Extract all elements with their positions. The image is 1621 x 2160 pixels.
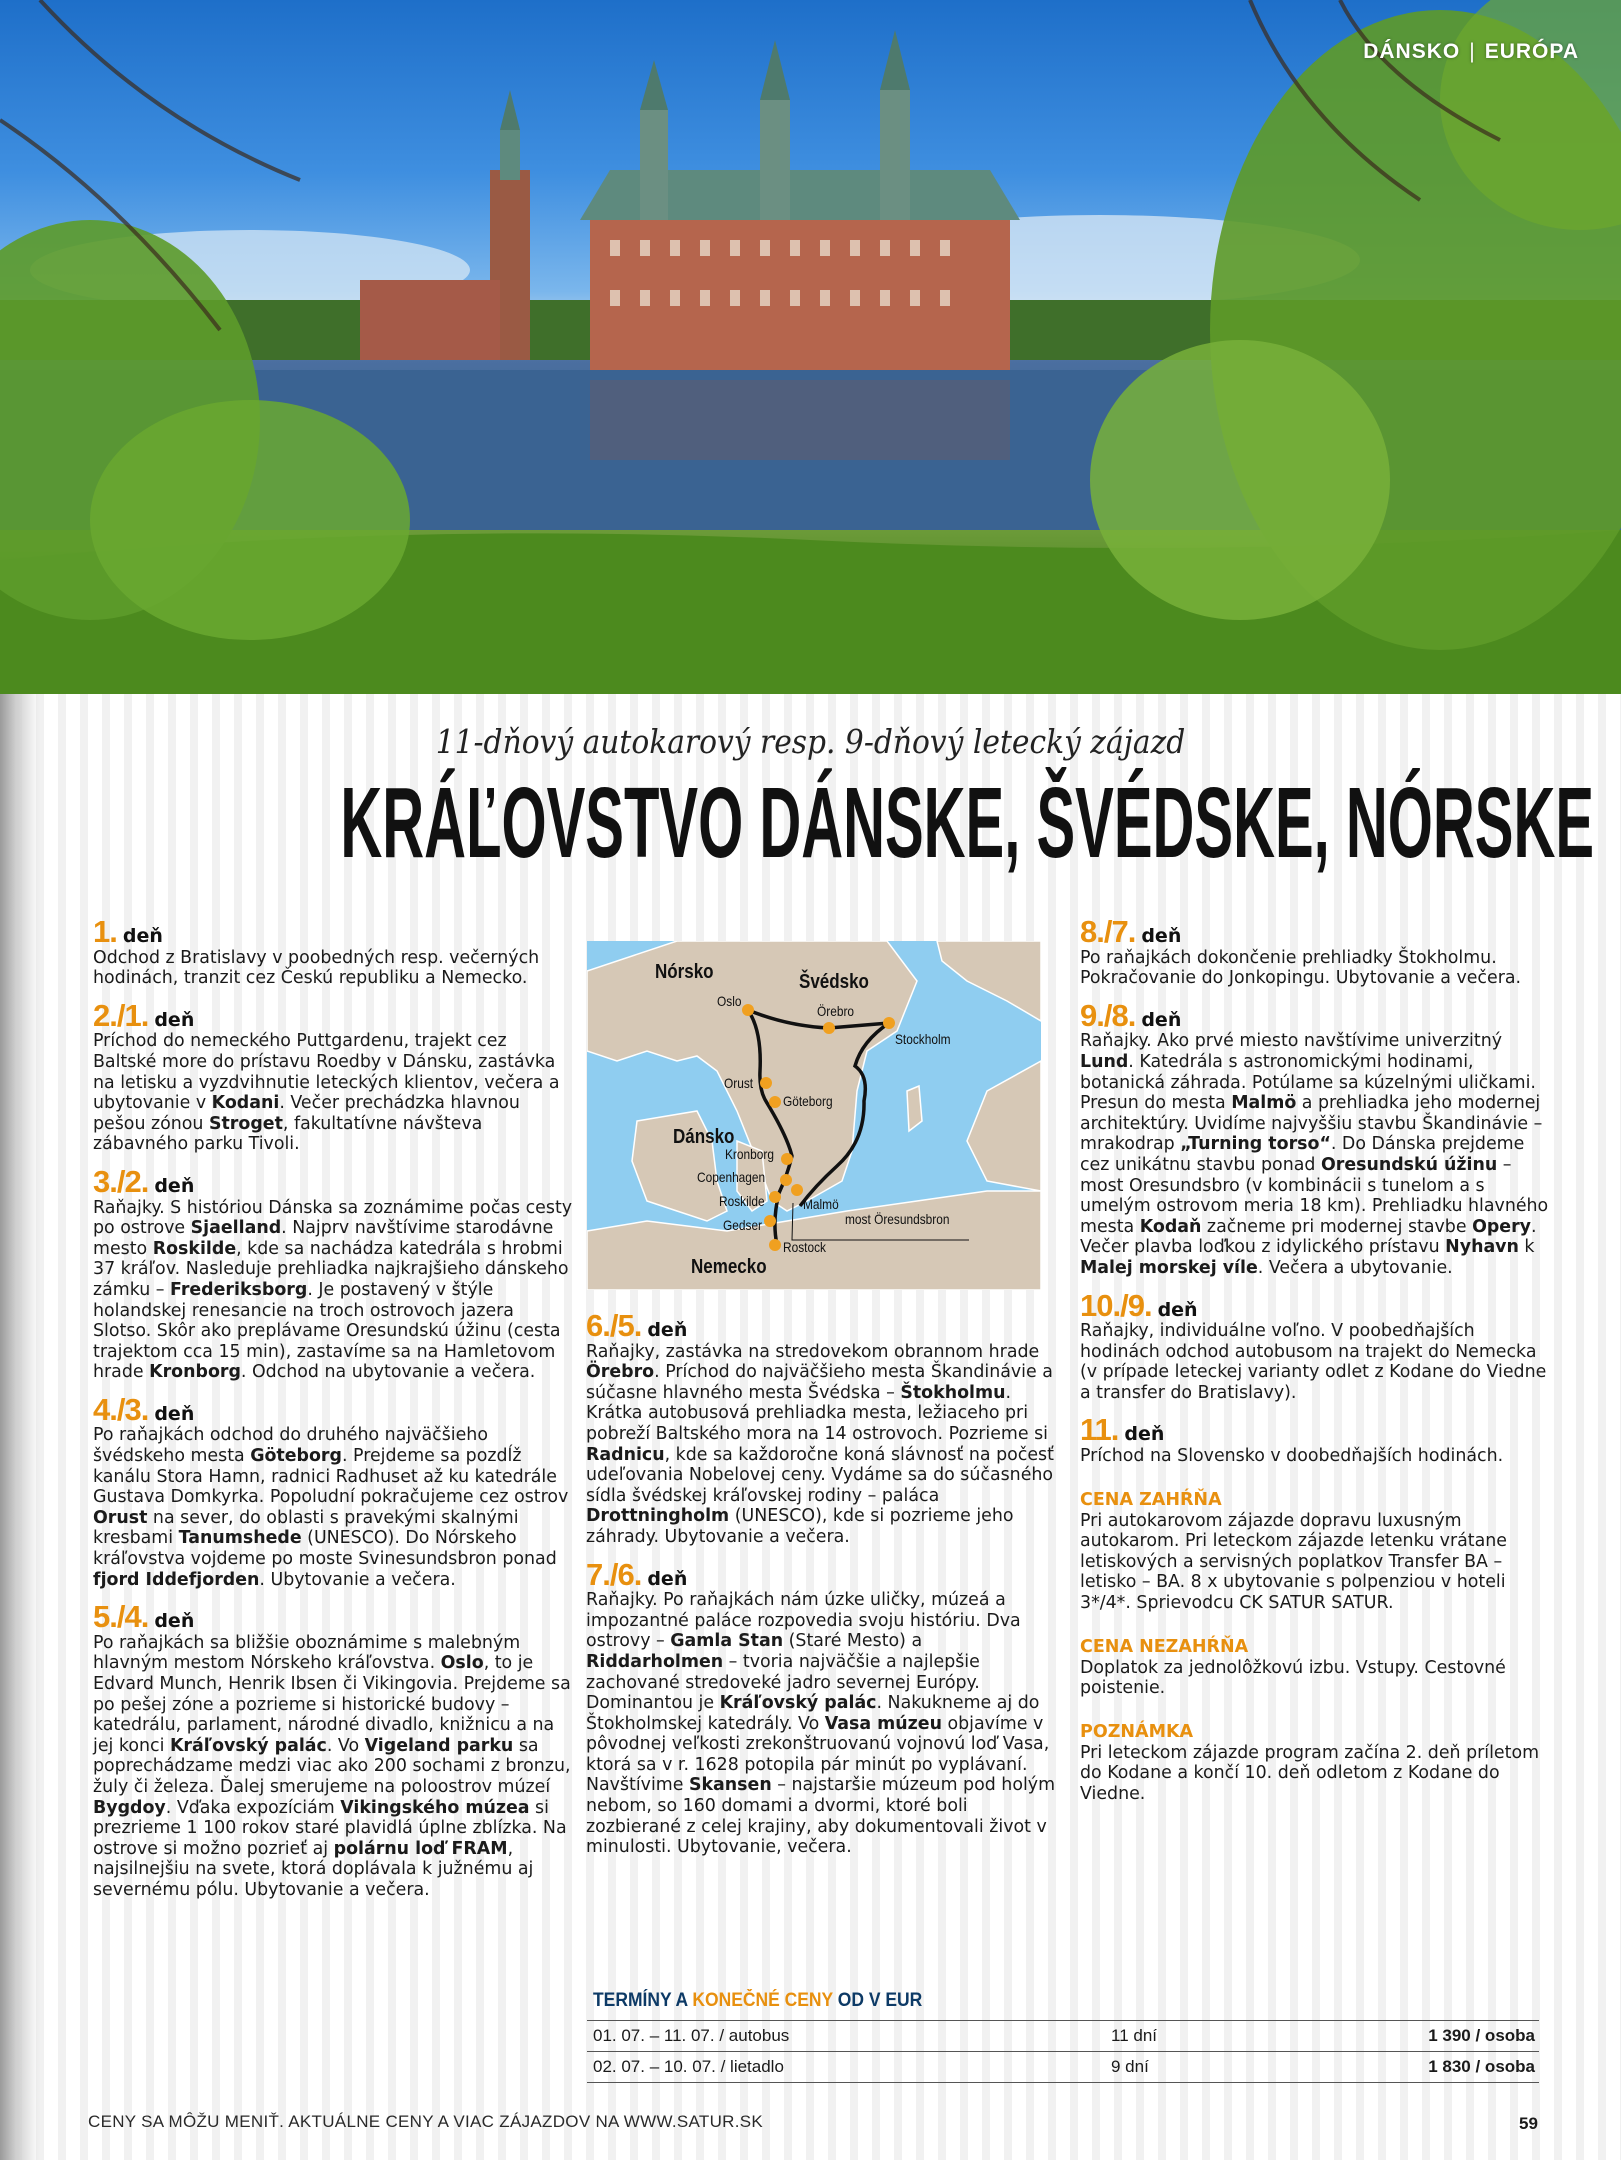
map-city-copenhagen: Copenhagen: [697, 1169, 766, 1185]
price-row: [587, 2052, 1539, 2083]
day-heading: [1080, 914, 1555, 949]
price-duration: 9 dní: [1111, 2057, 1149, 2076]
hero-photo-frederiksborg-castle: [0, 0, 1621, 694]
land-finland: [937, 941, 1041, 1021]
day-description: Raňajky, zastávka na stredovekom obrannom hrade Örebro. Príchod do najväčšieho mesta Škandinávie a súčasne hlavného mesta Švédska – Štokholmu. Krátka autobusová prehliadka mesta, ležiaceho pri pobreží Baltského mora na 14 ostrovoch. Pozrieme si Radnicu, kde sa každoročne koná slávnosť na počesť udeľovania Nobelovej ceny. Vydáme sa do súčasného sídla švédskej kráľovskej rodiny – paláca Drottningholm (UNESCO), kde si pozrieme jeho záhrady. Ubytovanie a večera.: [586, 1341, 1054, 1547]
day-label: deň: [1157, 1298, 1198, 1321]
day-label: deň: [647, 1567, 688, 1590]
day-description: Raňajky, individuálne voľno. V poobedňajších hodinách odchod autobusom na trajekt do Nemecka (v prípade leteckej varianty odlet z Kodane do Viedne a transfer do Bratislavy).: [1080, 1321, 1547, 1403]
stop-orust: [760, 1077, 772, 1089]
price-row: [587, 2021, 1539, 2052]
page-title: KRÁĽOVSTVO DÁNSKE, ŠVÉDSKE, NÓRSKE: [340, 767, 1595, 879]
day-label: deň: [154, 1174, 195, 1197]
day-description: Po raňajkách sa bližšie oboznámime s malebným hlavným mestom Nórskeho kráľovstva. Oslo, to je Edvard Munch, Henrik Ibsen či Vikingovia. Prejdeme sa po pešej zóne a pozrieme si historické budovy – katedrálu, parlament, národné divadlo, knižnicu a na jej konci Kráľovský palác. Vo Vigeland parku sa poprechádzame medzi viac ako 200 sochami z bronzu, žuly či železa. Ďalej smerujeme na poloostrov múzeí Bygdoy. Vďaka expozíciám Vikingského múzea si prezrieme 1 100 rokov staré plavidlá úplne zblízka. Na ostrove si možno pozrieť aj polárnu loď FRAM, najsilnejšiu na svete, ktorá doplávala k južnému aj severnému pólu. Ubytovanie a večera.: [93, 1632, 571, 1900]
trip-subtitle: 11-dňový autokarový resp. 9-dňový letecký zájazd: [435, 722, 1186, 761]
day-block: [586, 1556, 1056, 1858]
day-number: 9./8.: [1080, 997, 1136, 1033]
region-tag: [1363, 40, 1579, 64]
map-city-orebro: Örebro: [817, 1003, 855, 1019]
day-heading: [1080, 1412, 1555, 1448]
price-title-part2: KONEČNÉ CENY: [692, 1990, 833, 2011]
stop-stockholm: [883, 1017, 895, 1029]
info-section: [1080, 1489, 1555, 1614]
day-block: [1080, 997, 1555, 1279]
day-heading: [93, 1599, 573, 1635]
page-spine-shadow: [0, 694, 40, 2160]
day-description: Raňajky. Ako prvé miesto navštívime univerzitný Lund. Katedrála s astronomickými hodinami, botanická záhrada. Potúlame sa kúzelnými uličkami. Presun do mesta Malmö a prehliadka jeho modernej architektúry. Uvidíme najvyššiu stavbu Škandinávie – mrakodrap „Turning torso“. Do Dánska prejdeme cez unikátnu stavbu ponad Oresundskú úžinu – most Oresundsbro (v kombinácii s tunelom a s umelým ostrovom meria 18 km). Prehliadku hlavného mesta Kodaň začneme pri modernej stavbe Opery. Večer plavba loďkou z idylického prístavu Nyhavn k Malej morskej víle. Večera a ubytovanie.: [1080, 1031, 1549, 1278]
day-description: Príchod do nemeckého Puttgardenu, trajekt cez Baltské more do prístavu Roedby v Dánsku, zastávka na letisku a vyzdvihnutie leteckých klientov, večera a ubytovanie v Kodani. Večer prechádzka hlavnou pešou zónou Stroget, fakultatívne návšteva zábavného parku Tivoli.: [93, 1031, 560, 1155]
map-city-stockholm: Stockholm: [895, 1031, 951, 1047]
day-label: deň: [154, 1402, 195, 1425]
region-separator: |: [1469, 40, 1476, 63]
day-heading: [586, 1308, 1056, 1343]
day-block: [1080, 1412, 1555, 1467]
day-description: Príchod na Slovensko v doobedňajších hodinách.: [1080, 1446, 1504, 1467]
map-city-goteborg: Göteborg: [783, 1093, 833, 1109]
day-number: 1.: [93, 914, 117, 949]
day-description: Odchod z Bratislavy v poobedných resp. večerných hodinách, tranzit cez Českú republiku a Nemecko.: [93, 947, 540, 989]
stop-rostock: [769, 1239, 781, 1251]
map-city-kronborg: Kronborg: [725, 1146, 774, 1162]
day-number: 8./7.: [1080, 914, 1136, 949]
map-label-denmark: Dánsko: [673, 1126, 735, 1148]
day-label: deň: [1124, 1423, 1165, 1446]
day-number: 2./1.: [93, 997, 149, 1033]
footer-note: CENY SA MÔŽU MENIŤ. AKTUÁLNE CENY A VIAC ZÁJAZDOV NA WWW.SATUR.SK: [88, 2112, 764, 2131]
day-heading: [1080, 1287, 1555, 1323]
map-city-malmo: Malmö: [803, 1196, 839, 1212]
itinerary-column-middle: [586, 1308, 1056, 1871]
price-dates: 02. 07. – 10. 07. / lietadlo: [593, 2057, 784, 2076]
day-block: [1080, 1287, 1555, 1404]
stop-copenhagen: [780, 1174, 792, 1186]
map-bridge-label: most Öresundsbron: [845, 1211, 950, 1227]
stop-goteborg: [769, 1096, 781, 1108]
price-table: [587, 2020, 1539, 2083]
day-label: deň: [154, 1610, 195, 1633]
map-label-germany: Nemecko: [691, 1256, 767, 1278]
day-number: 5./4.: [93, 1599, 149, 1635]
info-section-title: CENA ZAHŔŇA: [1080, 1489, 1222, 1510]
day-block: [93, 997, 573, 1155]
day-heading: [586, 1556, 1056, 1592]
map-label-norway: Nórsko: [655, 961, 714, 983]
stop-malmo: [791, 1184, 803, 1196]
day-block: [1080, 914, 1555, 989]
stop-gedser: [764, 1215, 776, 1227]
stop-kronborg: [781, 1153, 793, 1165]
info-section: [1080, 1636, 1555, 1699]
castle-illustration: [0, 0, 1621, 694]
day-heading: [93, 1163, 573, 1199]
price-title-part1: TERMÍNY A: [593, 1990, 693, 2011]
day-label: deň: [154, 1008, 195, 1031]
price-value: 1 390 / osoba: [1428, 2026, 1535, 2045]
day-description: Po raňajkách dokončenie prehliadky Štokholmu. Pokračovanie do Jonkopingu. Ubytovanie a večera.: [1080, 947, 1522, 989]
info-section-text: Pri leteckom zájazde program začína 2. deň príletom do Kodane a končí 10. deň odletom z Kodane do Viedne.: [1080, 1742, 1540, 1804]
day-number: 10./9.: [1080, 1287, 1152, 1323]
day-block: [93, 1163, 573, 1383]
day-label: deň: [1141, 925, 1182, 947]
map-city-rostock: Rostock: [783, 1239, 826, 1255]
info-section: [1080, 1721, 1555, 1805]
day-block: [93, 1599, 573, 1900]
day-block: [93, 914, 573, 989]
info-section-text: Doplatok za jednolôžkovú izbu. Vstupy. Cestovné poistenie.: [1080, 1657, 1506, 1699]
day-heading: [1080, 997, 1555, 1033]
map-city-roskilde: Roskilde: [719, 1193, 765, 1209]
itinerary-column-left: [93, 914, 573, 1914]
day-number: 3./2.: [93, 1163, 149, 1199]
day-heading: [93, 914, 573, 949]
day-block: [93, 1391, 573, 1590]
land-gotland: [907, 1086, 922, 1131]
route-map: [587, 941, 1041, 1290]
map-label-sweden: Švédsko: [799, 971, 869, 993]
day-description: Po raňajkách odchod do druhého najväčšieho švédskeho mesta Göteborg. Prejdeme sa pozdĺž kanálu Stora Hamn, radnici Radhuset až ku katedrále Gustava Domkyrka. Popoludní pokračujeme cez ostrov Orust na sever, do oblasti s pravekými skalnými kresbami Tanumshede (UNESCO). Do Nórskeho kráľovstva vojdeme po moste Svinesundsbron ponad fjord Iddefjorden. Ubytovanie a večera.: [93, 1425, 569, 1590]
region-continent: EURÓPA: [1484, 40, 1579, 63]
day-number: 6./5.: [586, 1308, 642, 1343]
price-title-part3: OD V EUR: [832, 1990, 923, 2011]
price-dates: 01. 07. – 11. 07. / autobus: [593, 2026, 790, 2045]
price-duration: 11 dní: [1111, 2026, 1158, 2045]
day-description: Raňajky. Po raňajkách nám úzke uličky, múzeá a impozantné paláce rozpovedia svoju históriu. Dva ostrovy – Gamla Stan (Staré Mesto) a Riddarholmen – tvoria najväčšie a najlepšie zachované stredoveké jadro severnej Európy. Dominantou je Kráľovský palác. Nakukneme aj do Štokholmskej katedrály. Vo Vasa múzeu objavíme v pôvodnej veľkosti zrekonštruovanú vojnovú loď Vasa, ktorá sa v r. 1628 potopila pár minút po vyplávaní. Navštívime Skansen – najstaršie múzeum pod holým nebom, so 160 domami a dvormi, ktoré boli zozbierané z celej krajiny, aby dokumentovali život v minulosti. Ubytovanie, večera.: [586, 1590, 1056, 1858]
page-number: 59: [1519, 2114, 1538, 2133]
map-city-oslo: Oslo: [717, 993, 742, 1009]
itinerary-column-right: [1080, 914, 1555, 1805]
day-number: 7./6.: [586, 1556, 642, 1592]
map-city-orust: Orust: [724, 1075, 754, 1091]
info-section-title: POZNÁMKA: [1080, 1721, 1194, 1742]
day-number: 11.: [1080, 1412, 1119, 1448]
stop-oslo: [742, 1004, 754, 1016]
day-heading: [93, 997, 573, 1033]
day-label: deň: [122, 925, 163, 947]
land-baltics: [967, 1061, 1041, 1191]
stop-roskilde: [769, 1191, 781, 1203]
info-section-title: CENA NEZAHŔŇA: [1080, 1636, 1249, 1657]
map-city-gedser: Gedser: [723, 1217, 763, 1233]
day-label: deň: [1141, 1008, 1182, 1031]
price-table-title: [593, 1990, 922, 2012]
region-country: DÁNSKO: [1363, 40, 1461, 63]
day-description: Raňajky. S históriou Dánska sa zoznámime počas cesty po ostrove Sjaelland. Najprv navštívime starodávne mesto Roskilde, kde sa nachádza katedrála s hrobmi 37 kráľov. Nasleduje prehliadka najkrajšieho dánskeho zámku – Frederiksborg. Je postavený v štýle holandskej renesancie na troch ostrovoch jazera Slotso. Skôr ako preplávame Oresundskú úžinu (cesta trajektom cca 15 min), zastavíme sa na Hamletovom hrade Kronborg. Odchod na ubytovanie a večera.: [93, 1197, 573, 1383]
stop-orebro: [823, 1022, 835, 1034]
day-label: deň: [647, 1319, 688, 1341]
day-block: [586, 1308, 1056, 1548]
price-value: 1 830 / osoba: [1428, 2057, 1535, 2076]
day-heading: [93, 1391, 573, 1427]
day-number: 4./3.: [93, 1391, 149, 1427]
info-section-text: Pri autokarovom zájazde dopravu luxusným autokarom. Pri leteckom zájazde letenku vrátane letiskových a servisných poplatkov Transfer BA – letisko – BA. 8 x ubytovanie s polpenziou v hoteli 3*/4*. Sprievodcu CK SATUR SATUR.: [1080, 1510, 1507, 1614]
